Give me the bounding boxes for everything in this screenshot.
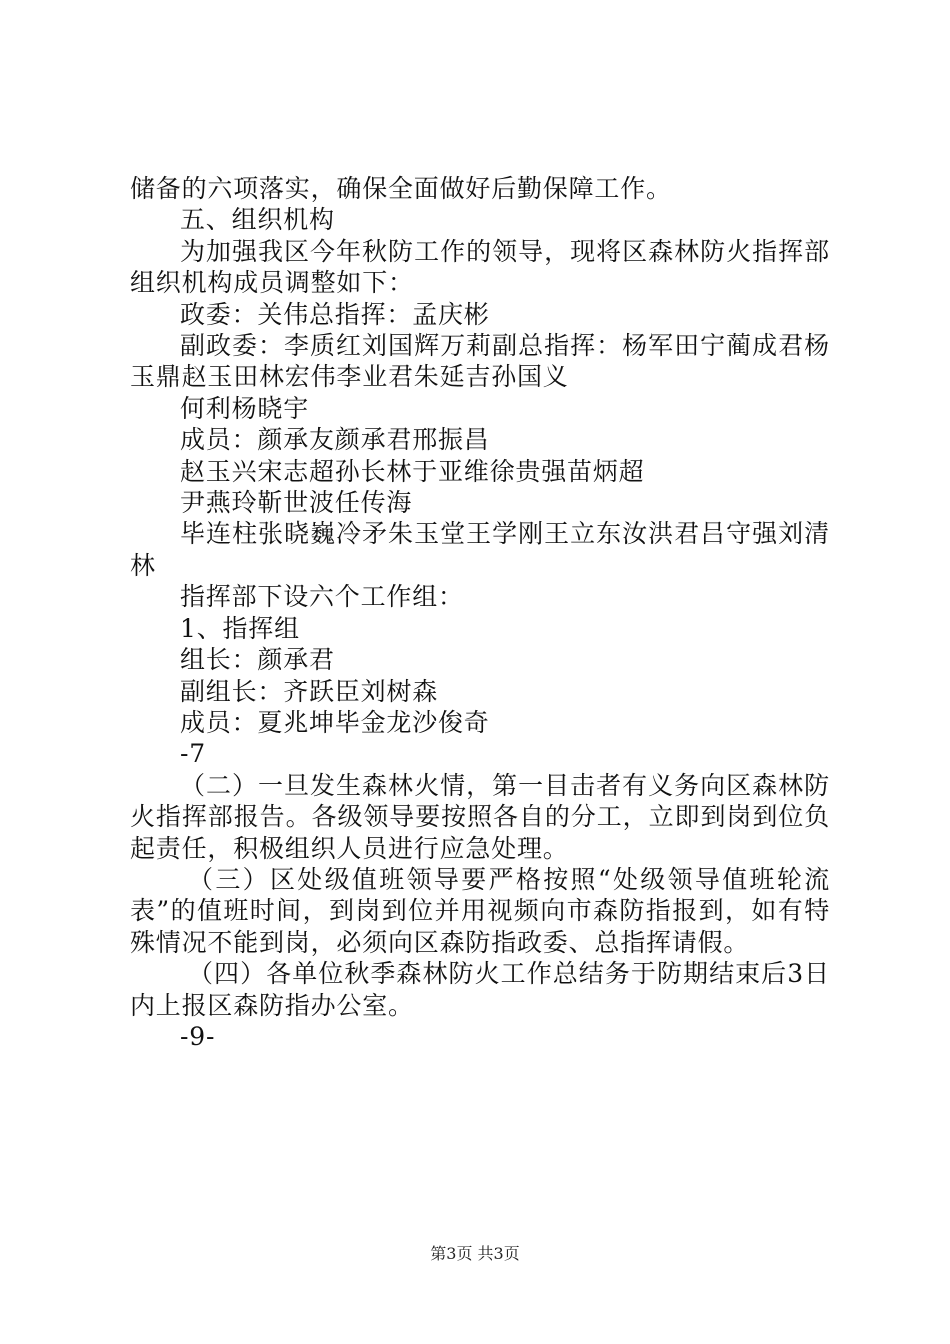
paragraph-logistics: 储备的六项落实，确保全面做好后勤保障工作。 [130, 174, 672, 203]
paragraph-duty-leaders: （三）区处级值班领导要严格按照“处级领导值班轮流表”的值班时间，到岗到位并用视频向市森防指报到，如有特殊情况不能到岗，必须向区森防指政委、总指挥请假。 [130, 864, 830, 957]
line-members: 成员：颜承友颜承君邢振昌 [180, 425, 490, 455]
line-commissar-commander: 政委：关伟总指挥：孟庆彬 [180, 299, 490, 329]
line-deputy-continued: 何利杨晓宇 [180, 393, 310, 423]
paragraph-adjustment: 为加强我区今年秋防工作的领导，现将区森林防火指挥部组织机构成员调整如下： [130, 236, 830, 298]
paragraph-fire-report: （二）一旦发生森林火情，第一目击者有义务向区森林防火指挥部报告。各级领导要按照各自的分工，立即到岗到位负起责任，积极组织人员进行应急处理。 [130, 770, 830, 863]
line-command-group: 1、指挥组 [180, 613, 300, 643]
line-deputy-leader: 副组长：齐跃臣刘树森 [180, 676, 439, 706]
page-footer: 第3页 共3页 [430, 1244, 520, 1263]
line-members-3: 尹燕玲靳世波任传海 [180, 488, 413, 518]
line-deputy-commissar: 副政委：李质红刘国辉万莉副总指挥：杨军田宁蔺成君杨玉鼎赵玉田林宏伟李业君朱延吉孙国义 [130, 331, 830, 392]
paragraph-summary-report: （四）各单位秋季森林防火工作总结务于防期结束后3日内上报区森防指办公室。 [130, 959, 830, 1020]
line-members-4: 毕连柱张晓巍冷矛朱玉堂王学刚王立东汝洪君吕守强刘清林 [130, 519, 830, 580]
document-body [130, 173, 830, 1052]
line-group-leader: 组长：颜承君 [180, 645, 335, 675]
line-group-members: 成员：夏兆坤毕金龙沙俊奇 [180, 707, 490, 737]
line-working-groups: 指挥部下设六个工作组： [180, 582, 464, 612]
section-heading-organization: 五、组织机构 [180, 205, 335, 235]
page-marker-9: -9- [180, 1021, 216, 1051]
line-members-2: 赵玉兴宋志超孙长林于亚维徐贵强苗炳超 [180, 456, 645, 486]
page-marker-7: -7 [180, 739, 206, 769]
